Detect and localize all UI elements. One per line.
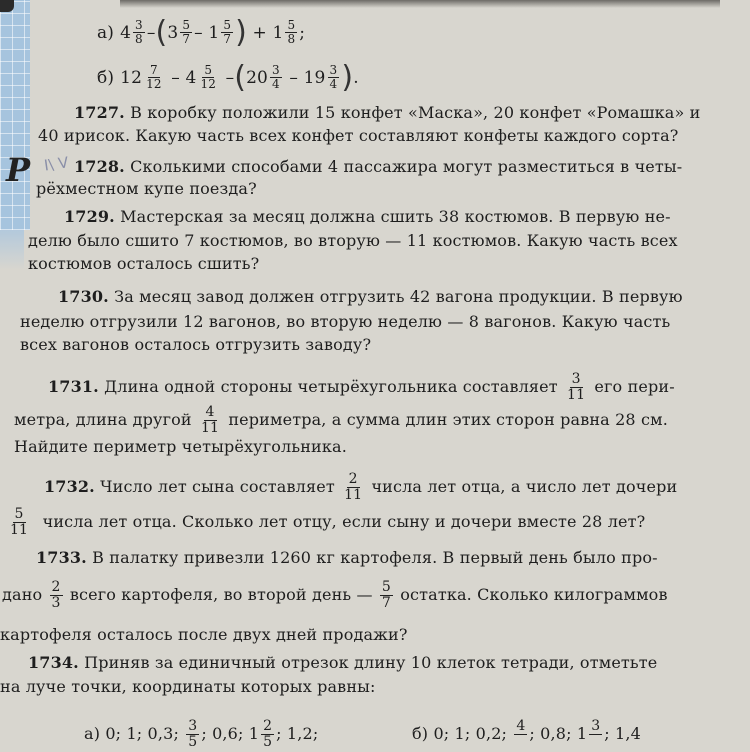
problem-1734-option-b xyxy=(412,716,641,752)
problem-text: Мастерская за месяц должна сшить 38 костюмов. В первую не- xyxy=(120,207,671,226)
operator: – xyxy=(225,67,235,88)
problem-text: его пери- xyxy=(594,377,675,396)
whole-part: 4 xyxy=(120,22,132,43)
search-task-icon: Р xyxy=(6,151,31,189)
problem-1730-line3 xyxy=(20,335,371,355)
problem-1734-line2 xyxy=(0,677,376,697)
coordinate-list: ; 1,2; xyxy=(276,724,319,743)
problem-text: всего картофеля, во второй день — xyxy=(69,585,373,604)
problem-1732-line1 xyxy=(44,468,677,506)
problem-text: числа лет отца, а число лет дочери xyxy=(371,477,678,496)
problem-1734-option-a xyxy=(84,716,318,752)
coordinate-list: ; 0,8; 1 xyxy=(529,724,588,743)
problem-number: 1727. xyxy=(74,103,125,122)
fraction: $\frac{4}{11}$ xyxy=(200,403,220,436)
problem-number: 1728. xyxy=(74,157,125,176)
problem-text: костюмов осталось сшить? xyxy=(28,254,260,273)
problem-number: 1734. xyxy=(28,653,79,672)
fraction: $\frac{5}{11}$ xyxy=(10,505,29,538)
fraction: $\frac{5}{8}$ xyxy=(287,18,296,46)
problem-1729-line2 xyxy=(28,231,678,251)
problem-text: числа лет отца. Сколько лет отцу, если сыну и дочери вместе 28 лет? xyxy=(42,512,646,531)
problem-text: Сколькими способами 4 пассажира могут разместиться в четы- xyxy=(130,157,683,176)
item-label: б) xyxy=(412,724,429,743)
problem-text: В коробку положили 15 конфет «Маска», 20 конфет «Ромашка» и xyxy=(130,103,701,122)
problem-1733-line1 xyxy=(36,548,658,568)
fraction: $\frac{3}{8}$ xyxy=(135,18,143,46)
problem-1728-line2 xyxy=(36,179,257,199)
problem-text: периметра, а сумма длин этих сторон равна 28 см. xyxy=(228,410,668,429)
problem-1729-line3 xyxy=(28,254,259,274)
fraction: $\frac{7}{12}$ xyxy=(146,63,162,91)
item-label: б) xyxy=(97,67,115,88)
coordinate-list: 0; 1; 0,2; xyxy=(433,724,508,743)
problem-1728-line1 xyxy=(74,157,682,177)
item-label: а) xyxy=(84,724,101,743)
fraction: 4 xyxy=(516,717,526,734)
problem-text: Число лет сына составляет xyxy=(100,477,335,496)
problem-text: остатка. Сколько килограммов xyxy=(400,585,668,604)
problem-number: 1730. xyxy=(58,287,109,306)
whole-part: 12 xyxy=(120,67,143,88)
problem-text: метра, длина другой xyxy=(14,410,192,429)
problem-text: делю было сшито 7 костюмов, во вторую — 11 костюмов. Какую часть всех xyxy=(28,231,678,250)
fraction: $\frac{5}{7}$ xyxy=(223,18,232,46)
fraction: $\frac{3}{5}$ xyxy=(188,717,198,750)
page-margin-fade xyxy=(0,230,24,270)
fraction: $\frac{5}{7}$ xyxy=(381,578,391,611)
problem-text: В палатку привезли 1260 кг картофеля. В первый день было про- xyxy=(92,548,658,567)
problem-1730-line1 xyxy=(58,287,683,307)
problem-number: 1732. xyxy=(44,477,95,496)
problem-1733-line2 xyxy=(2,576,668,614)
problem-1727-line1 xyxy=(74,103,700,123)
problem-text: неделю отгрузили 12 вагонов, во вторую неделю — 8 вагонов. Какую часть xyxy=(20,312,671,331)
punctuation: . xyxy=(353,67,359,88)
problem-1730-line2 xyxy=(20,312,670,332)
problem-text: картофеля осталось после двух дней продажи? xyxy=(0,625,408,644)
corner-mark xyxy=(0,0,14,12)
fraction: $\frac{2}{5}$ xyxy=(263,717,273,750)
fraction: 3 xyxy=(591,717,601,734)
fraction: $\frac{5}{12}$ xyxy=(200,63,217,91)
problem-text: рёхместном купе поезда? xyxy=(36,179,257,198)
punctuation: ; xyxy=(299,22,306,43)
problem-number: 1729. xyxy=(64,207,115,226)
problem-1731-line1 xyxy=(48,369,675,405)
fraction: $\frac{5}{7}$ xyxy=(182,18,191,46)
exercise-1726b: б) 12 $\frac{7}{12}$ – 4 $\frac{5}{12}$ – ( 20 $\frac{3}{4}$ – 19 $\frac{3}{4}$ ) . xyxy=(97,59,359,95)
problem-number: 1733. xyxy=(36,548,87,567)
problem-1733-line3 xyxy=(0,625,408,645)
coordinate-list: ; 0,6; 1 xyxy=(201,724,260,743)
fraction: $\frac{3}{4}$ xyxy=(272,63,280,91)
fraction: $\frac{3}{4}$ xyxy=(329,63,338,91)
problem-text: на луче точки, координаты которых равны: xyxy=(0,677,376,696)
coordinate-list: 0; 1; 0,3; xyxy=(105,724,179,743)
whole-part: 1 xyxy=(208,22,220,43)
problem-text: За месяц завод должен отгрузить 42 вагона продукции. В первую xyxy=(114,287,683,306)
problem-text: дано xyxy=(2,585,43,604)
coordinate-list: ; 1,4 xyxy=(604,724,641,743)
problem-1734-line1 xyxy=(28,653,657,673)
problem-text: Длина одной стороны четырёхугольника составляет xyxy=(104,377,558,396)
operator: + 1 xyxy=(252,22,284,43)
problem-text: Найдите периметр четырёхугольника. xyxy=(14,437,347,456)
fraction: $\frac{2}{11}$ xyxy=(344,470,363,503)
whole-part: 3 xyxy=(167,22,179,43)
problem-number: 1731. xyxy=(48,377,99,396)
problem-1731-line3 xyxy=(14,437,347,457)
problem-text: всех вагонов осталось отгрузить заводу? xyxy=(20,335,372,354)
operator: – xyxy=(171,67,180,88)
handwritten-note: I\ V xyxy=(42,153,70,175)
operator: – xyxy=(146,22,156,43)
problem-1731-line2 xyxy=(14,402,668,438)
problem-text: Приняв за единичный отрезок длину 10 клеток тетради, отметьте xyxy=(84,653,658,672)
fraction: $\frac{2}{3}$ xyxy=(51,578,61,611)
exercise-1726a: а) 4 $\frac{3}{8}$ – ( 3 $\frac{5}{7}$ – 1 $\frac{5}{7}$ ) + 1 $\frac{5}{8}$ ; xyxy=(97,14,306,50)
page-margin-grid xyxy=(0,0,30,230)
item-label: а) xyxy=(97,22,115,43)
operator: – xyxy=(194,22,203,43)
whole-part: 4 xyxy=(185,67,197,88)
problem-1729-line1 xyxy=(64,207,671,227)
whole-part: 20 xyxy=(246,67,269,88)
top-shadow xyxy=(120,0,720,8)
problem-text: 40 ирисок. Какую часть всех конфет составляют конфеты каждого сорта? xyxy=(38,126,679,145)
problem-1727-line2 xyxy=(38,126,679,146)
problem-1732-line2 xyxy=(6,504,645,540)
fraction: $\frac{3}{11}$ xyxy=(567,370,586,403)
operator: – 19 xyxy=(289,67,326,88)
